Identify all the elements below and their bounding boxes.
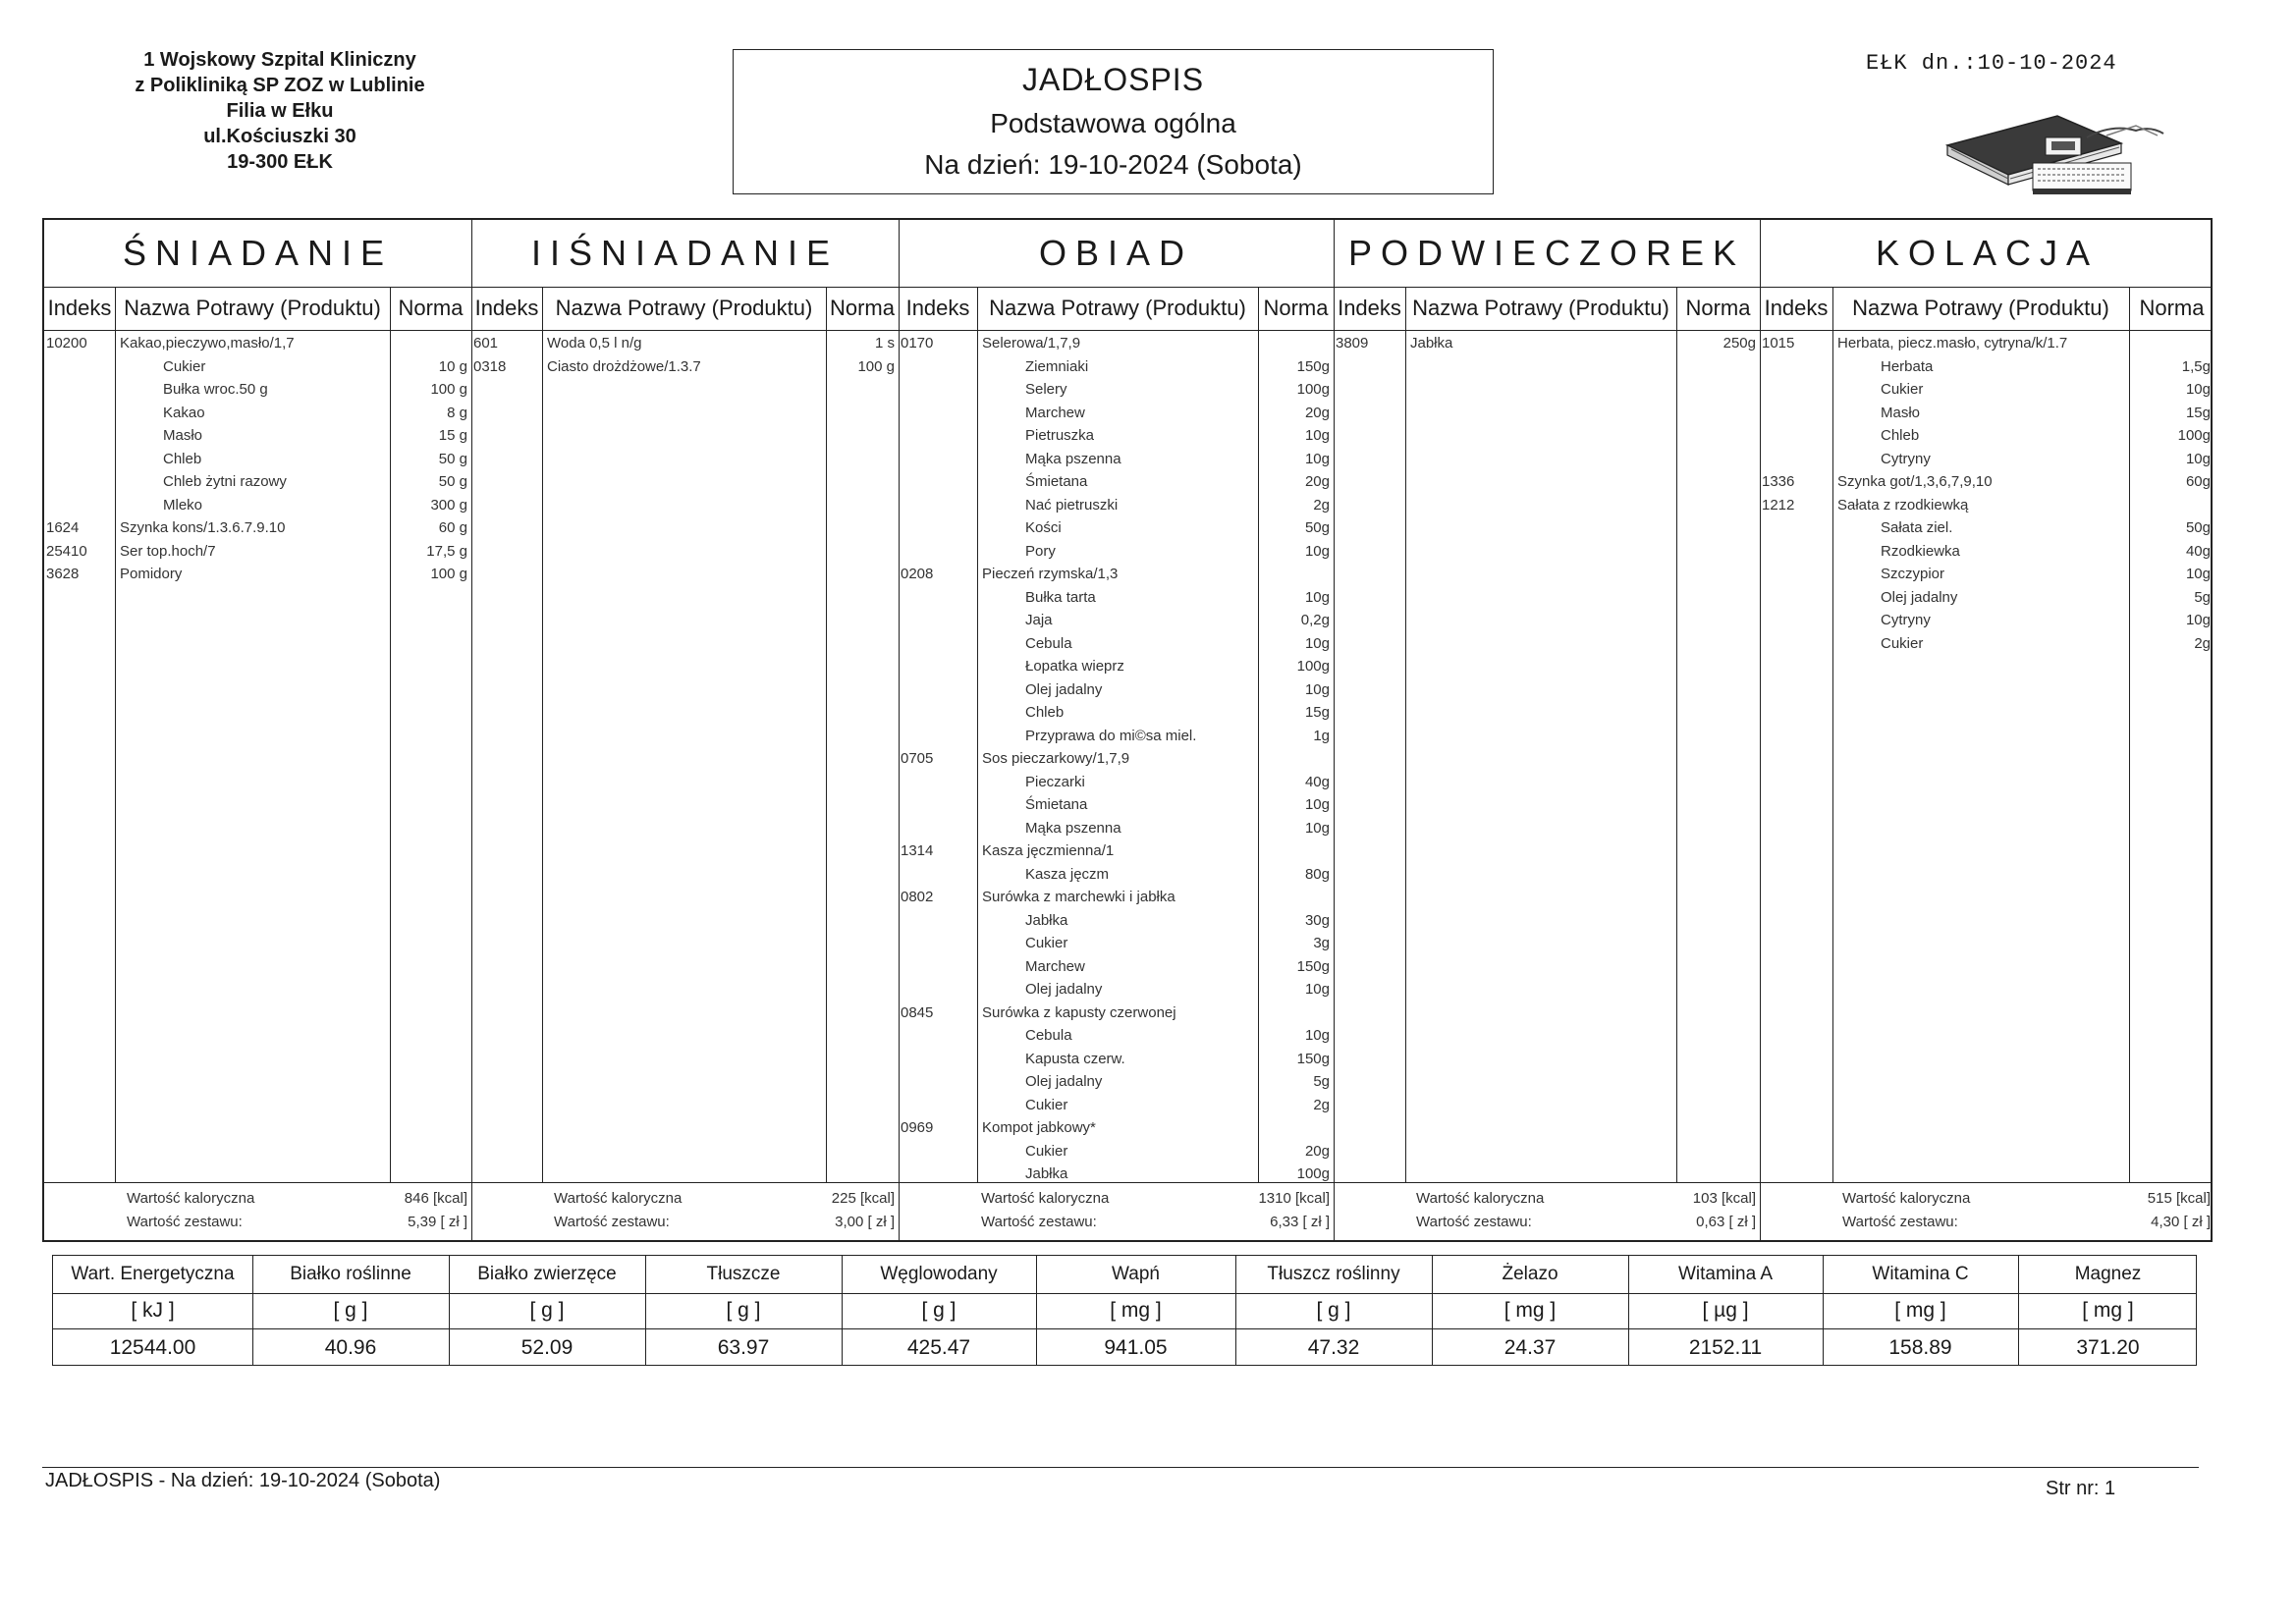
title-box xyxy=(733,49,1494,194)
table-row xyxy=(44,494,471,517)
row-norm: 10g xyxy=(2185,612,2211,628)
row-name: Nać pietruszki xyxy=(1025,496,1119,514)
row-name: Cebula xyxy=(1025,1027,1072,1044)
column-header-norm: Norma xyxy=(829,296,895,320)
summary-value-price: 5,39 [ zł ] xyxy=(408,1214,467,1230)
row-name: Cukier xyxy=(163,357,206,375)
row-name: Herbata xyxy=(1881,357,1934,375)
column-header-norm: Norma xyxy=(1263,296,1329,320)
row-name: Jabłka xyxy=(1025,1165,1068,1182)
table-row xyxy=(44,424,471,448)
table-row xyxy=(1760,378,2214,402)
row-norm: 100g xyxy=(1296,381,1330,398)
row-norm: 100g xyxy=(2177,427,2211,444)
row-norm: 100 g xyxy=(857,357,895,375)
table-row xyxy=(899,1163,1334,1186)
page-number: Str nr: 1 xyxy=(2046,1478,2116,1499)
meal-title: PODWIECZOREK xyxy=(1347,233,1745,273)
column-header-index: Indeks xyxy=(47,296,112,320)
row-name: Cebula xyxy=(1025,634,1072,652)
nutrient-value: 425.47 xyxy=(906,1336,971,1359)
row-norm: 20g xyxy=(1304,404,1330,421)
row-name: Chleb xyxy=(1881,427,1920,444)
summary-label-price: Wartość zestawu: xyxy=(981,1214,1097,1230)
table-row xyxy=(471,332,899,355)
row-name: Jabłka xyxy=(1025,911,1068,929)
row-name: Masło xyxy=(163,427,203,444)
row-norm: 17,5 g xyxy=(426,542,467,560)
row-name: Szynka kons/1.3.6.7.9.10 xyxy=(120,519,286,536)
table-row xyxy=(899,955,1334,979)
row-norm: 50g xyxy=(2185,519,2211,536)
row-name: Kakao,pieczywo,masło/1,7 xyxy=(120,335,295,352)
column-header-name: Nazwa Potrawy (Produktu) xyxy=(555,296,813,320)
row-norm: 5g xyxy=(1313,1073,1330,1090)
row-name: Szczypior xyxy=(1881,566,1945,582)
nutrient-label: Żelazo xyxy=(1502,1264,1558,1284)
meal-title: ŚNIADANIE xyxy=(122,233,394,273)
row-norm: 10g xyxy=(1304,796,1330,813)
nutrient-value: 40.96 xyxy=(324,1336,377,1359)
hospital-line: 1 Wojskowy Szpital Kliniczny xyxy=(143,49,416,71)
nutrient-label: Wart. Energetyczna xyxy=(71,1264,235,1284)
document-title: JADŁOSPIS xyxy=(1021,62,1205,97)
nutrient-unit: [ g ] xyxy=(921,1299,957,1322)
summary-value-price: 6,33 [ zł ] xyxy=(1270,1214,1330,1230)
row-name: Kasza jęczmienna/1 xyxy=(982,842,1115,859)
table-row xyxy=(1760,332,2214,355)
table-row xyxy=(899,678,1334,702)
row-name: Jaja xyxy=(1025,612,1053,628)
row-norm: 15g xyxy=(1304,704,1330,721)
nutrient-value: 63.97 xyxy=(717,1336,770,1359)
row-name: Chleb xyxy=(163,450,202,467)
row-name: Kompot jabkowy* xyxy=(982,1119,1096,1136)
diet-name: Podstawowa ogólna xyxy=(990,108,1236,138)
summary-value-kcal: 103 [kcal] xyxy=(1692,1190,1756,1207)
nutrient-value: 941.05 xyxy=(1104,1336,1168,1359)
nutrient-label: Magnez xyxy=(2074,1264,2142,1284)
row-name: Chleb żytni razowy xyxy=(163,473,287,490)
row-norm: 100 g xyxy=(430,381,467,398)
nutrient-label: Tłuszcze xyxy=(706,1264,781,1284)
nutrient-value: 158.89 xyxy=(1888,1336,1952,1359)
row-norm: 10g xyxy=(1304,981,1330,998)
row-name: Cukier xyxy=(1025,935,1068,951)
menu-date: Na dzień: 19-10-2024 (Sobota) xyxy=(924,149,1302,180)
nutrient-value: 52.09 xyxy=(520,1336,574,1359)
column-header-name: Nazwa Potrawy (Produktu) xyxy=(1412,296,1669,320)
row-norm: 1 s xyxy=(874,335,895,352)
table-row xyxy=(899,978,1334,1001)
table-row xyxy=(899,771,1334,794)
row-name: Mleko xyxy=(163,496,203,514)
row-norm: 250g xyxy=(1722,335,1756,352)
nutrition-table xyxy=(52,1255,2197,1366)
table-row xyxy=(899,424,1334,448)
table-row xyxy=(1760,494,2214,517)
row-name: Olej jadalny xyxy=(1025,981,1103,998)
summary-value-price: 3,00 [ zł ] xyxy=(835,1214,895,1230)
table-row xyxy=(1760,540,2214,564)
row-norm: 40g xyxy=(2185,542,2211,560)
hospital-address xyxy=(88,47,471,175)
meal-title: KOLACJA xyxy=(1875,233,2100,273)
column-header-norm: Norma xyxy=(2139,296,2205,320)
row-name: Kakao xyxy=(163,404,205,421)
footer-title: JADŁOSPIS - Na dzień: 19-10-2024 (Sobota) xyxy=(45,1470,441,1491)
row-name: Cukier xyxy=(1025,1096,1068,1113)
column-header-name: Nazwa Potrawy (Produktu) xyxy=(989,296,1246,320)
row-name: Chleb xyxy=(1025,704,1065,721)
row-name: Pieczarki xyxy=(1025,773,1085,790)
summary-value-kcal: 225 [kcal] xyxy=(831,1190,895,1207)
row-name: Surówka z kapusty czerwonej xyxy=(982,1003,1176,1021)
table-row xyxy=(899,332,1334,355)
row-norm: 80g xyxy=(1304,865,1330,883)
meal-title: IIŚNIADANIE xyxy=(530,233,840,273)
row-name: Pieczeń rzymska/1,3 xyxy=(982,566,1119,582)
table-row xyxy=(1760,632,2214,656)
meal-title: OBIAD xyxy=(1038,233,1194,273)
nutrient-value: 47.32 xyxy=(1307,1336,1360,1359)
nutrient-unit: [ mg ] xyxy=(2082,1299,2134,1322)
issue-date: EŁK dn.:10-10-2024 xyxy=(1866,51,2117,76)
column-header-norm: Norma xyxy=(398,296,464,320)
row-index: 601 xyxy=(473,335,499,352)
row-name: Olej jadalny xyxy=(1881,588,1958,606)
row-norm: 0,2g xyxy=(1300,612,1330,628)
nutrient-unit: [ g ] xyxy=(1316,1299,1351,1322)
row-name: Olej jadalny xyxy=(1025,680,1103,698)
row-norm: 15g xyxy=(2185,404,2211,421)
summary-label-price: Wartość zestawu: xyxy=(127,1214,243,1230)
table-row xyxy=(899,494,1334,517)
row-norm: 30g xyxy=(1304,911,1330,929)
row-norm: 2g xyxy=(2194,634,2211,652)
table-row xyxy=(44,332,471,355)
row-index: 0208 xyxy=(901,566,934,582)
row-norm: 10 g xyxy=(438,357,467,375)
column-header-index: Indeks xyxy=(474,296,539,320)
table-row xyxy=(899,402,1334,425)
hospital-line: z Polikliniką SP ZOZ w Lublinie xyxy=(135,75,425,96)
menu-grid xyxy=(42,218,2213,1242)
nutrient-label: Białko zwierzęce xyxy=(477,1264,617,1284)
table-row xyxy=(44,470,471,494)
table-row xyxy=(1760,563,2214,586)
row-name: Pory xyxy=(1025,542,1056,560)
summary-label-price: Wartość zestawu: xyxy=(1416,1214,1532,1230)
table-row xyxy=(1760,516,2214,540)
row-name: Cytryny xyxy=(1881,612,1931,628)
nutrient-label: Białko roślinne xyxy=(290,1264,411,1284)
nutrient-unit: [ mg ] xyxy=(1110,1299,1162,1322)
row-name: Szynka got/1,3,6,7,9,10 xyxy=(1837,473,1993,490)
nutrient-unit: [ µg ] xyxy=(1702,1299,1749,1322)
row-name: Selery xyxy=(1025,381,1067,398)
table-row xyxy=(1760,470,2214,494)
row-norm: 3g xyxy=(1313,935,1330,951)
table-row xyxy=(899,747,1334,771)
nutrient-value: 24.37 xyxy=(1503,1336,1557,1359)
column-header-index: Indeks xyxy=(1764,296,1829,320)
table-row xyxy=(899,817,1334,840)
row-name: Cukier xyxy=(1881,381,1924,398)
table-row xyxy=(44,355,471,379)
summary-value-kcal: 515 [kcal] xyxy=(2147,1190,2211,1207)
row-norm: 10g xyxy=(1304,450,1330,467)
row-norm: 10g xyxy=(1304,634,1330,652)
row-norm: 10g xyxy=(2185,381,2211,398)
nutrient-unit: [ g ] xyxy=(333,1299,368,1322)
table-row xyxy=(899,1140,1334,1163)
summary-label-kcal: Wartość kaloryczna xyxy=(1416,1190,1545,1207)
row-norm: 15 g xyxy=(438,427,467,444)
row-name: Mąka pszenna xyxy=(1025,819,1121,837)
row-name: Marchew xyxy=(1025,957,1085,975)
row-name: Bułka tarta xyxy=(1025,588,1096,606)
row-norm: 10g xyxy=(1304,819,1330,837)
table-row xyxy=(44,378,471,402)
row-name: Ziemniaki xyxy=(1025,357,1089,375)
row-index: 1336 xyxy=(1762,473,1795,490)
row-norm: 100g xyxy=(1296,1165,1330,1182)
book-and-cash-register-icon xyxy=(1940,106,2175,196)
row-norm: 10g xyxy=(1304,680,1330,698)
nutrient-value: 371.20 xyxy=(2076,1336,2140,1359)
nutrient-label: Tłuszcz roślinny xyxy=(1267,1264,1400,1284)
nutrient-unit: [ g ] xyxy=(726,1299,761,1322)
column-header-norm: Norma xyxy=(1685,296,1751,320)
row-norm: 50g xyxy=(1304,519,1330,536)
nutrient-unit: [ mg ] xyxy=(1894,1299,1946,1322)
table-row xyxy=(899,563,1334,586)
summary-value-kcal: 1310 [kcal] xyxy=(1258,1190,1330,1207)
summary-label-kcal: Wartość kaloryczna xyxy=(127,1190,255,1207)
row-norm: 10g xyxy=(2185,566,2211,582)
table-row xyxy=(899,1116,1334,1140)
row-norm: 150g xyxy=(1296,957,1330,975)
table-row xyxy=(44,516,471,540)
row-index: 1212 xyxy=(1762,496,1795,514)
row-norm: 60g xyxy=(2185,473,2211,490)
nutrient-label: Witamina C xyxy=(1872,1264,1969,1284)
row-norm: 50 g xyxy=(438,450,467,467)
column-rule xyxy=(826,287,827,1182)
nutrient-unit: [ kJ ] xyxy=(131,1299,175,1322)
row-name: Kości xyxy=(1025,519,1062,536)
hospital-line: 19-300 EŁK xyxy=(227,151,333,173)
row-index: 1624 xyxy=(46,519,80,536)
summary-value-price: 0,63 [ zł ] xyxy=(1696,1214,1756,1230)
row-name: Sałata ziel. xyxy=(1881,519,1953,536)
table-row xyxy=(899,655,1334,678)
row-name: Sałata z rzodkiewką xyxy=(1837,496,1969,514)
table-row xyxy=(899,586,1334,610)
table-row xyxy=(899,609,1334,632)
table-row xyxy=(899,1070,1334,1094)
row-name: Kapusta czerw. xyxy=(1025,1050,1125,1067)
row-name: Selerowa/1,7,9 xyxy=(982,335,1081,352)
column-header-index: Indeks xyxy=(1338,296,1401,320)
row-name: Śmietana xyxy=(1025,796,1088,813)
row-name: Cukier xyxy=(1881,634,1924,652)
table-row xyxy=(1760,448,2214,471)
row-name: Olej jadalny xyxy=(1025,1073,1103,1090)
row-norm: 300 g xyxy=(430,496,467,514)
row-norm: 10g xyxy=(1304,588,1330,606)
table-row xyxy=(899,355,1334,379)
nutrient-label: Wapń xyxy=(1112,1264,1160,1284)
row-norm: 20g xyxy=(1304,473,1330,490)
row-name: Ciasto drożdżowe/1.3.7 xyxy=(547,357,701,375)
table-row xyxy=(44,563,471,586)
row-norm: 2g xyxy=(1313,496,1330,514)
row-norm: 150g xyxy=(1296,1050,1330,1067)
table-row xyxy=(44,448,471,471)
table-row xyxy=(1760,424,2214,448)
row-norm: 150g xyxy=(1296,357,1330,375)
row-norm: 5g xyxy=(2194,588,2211,606)
row-name: Pomidory xyxy=(120,566,183,582)
row-name: Śmietana xyxy=(1025,473,1088,490)
table-row xyxy=(899,516,1334,540)
row-name: Cytryny xyxy=(1881,450,1931,467)
column-header-name: Nazwa Potrawy (Produktu) xyxy=(124,296,381,320)
row-name: Bułka wroc.50 g xyxy=(163,381,268,398)
row-index: 1015 xyxy=(1762,335,1795,352)
row-name: Jabłka xyxy=(1410,335,1453,352)
table-row xyxy=(899,886,1334,909)
table-row xyxy=(1334,332,1760,355)
column-rule xyxy=(542,287,543,1182)
summary-label-kcal: Wartość kaloryczna xyxy=(554,1190,683,1207)
row-index: 0170 xyxy=(901,335,934,352)
row-index: 25410 xyxy=(46,542,87,560)
row-norm: 20g xyxy=(1304,1142,1330,1160)
row-norm: 100g xyxy=(1296,658,1330,675)
row-name: Sos pieczarkowy/1,7,9 xyxy=(982,750,1130,767)
summary-value-price: 4,30 [ zł ] xyxy=(2151,1214,2211,1230)
row-name: Kasza jęczm xyxy=(1025,865,1110,883)
table-row xyxy=(899,839,1334,863)
table-row xyxy=(899,540,1334,564)
table-row xyxy=(899,909,1334,933)
nutrient-unit: [ g ] xyxy=(529,1299,565,1322)
row-index: 0802 xyxy=(901,889,934,905)
table-row xyxy=(1760,609,2214,632)
table-row xyxy=(44,402,471,425)
table-row xyxy=(471,355,899,379)
column-rule xyxy=(1405,287,1406,1182)
table-row xyxy=(899,448,1334,471)
row-name: Ser top.hoch/7 xyxy=(120,542,216,560)
row-norm: 50 g xyxy=(438,473,467,490)
footer-divider xyxy=(42,1467,2199,1468)
row-name: Marchew xyxy=(1025,404,1085,421)
row-name: Pietruszka xyxy=(1025,427,1095,444)
row-norm: 100 g xyxy=(430,566,467,582)
row-norm: 10g xyxy=(1304,1027,1330,1044)
summary-label-price: Wartość zestawu: xyxy=(554,1214,670,1230)
row-norm: 1g xyxy=(1313,727,1330,744)
table-row xyxy=(1760,402,2214,425)
row-norm: 10g xyxy=(1304,427,1330,444)
row-name: Surówka z marchewki i jabłka xyxy=(982,889,1175,905)
row-norm: 8 g xyxy=(447,404,467,421)
grid-rule xyxy=(44,330,2211,331)
row-name: Przyprawa do mi©sa miel. xyxy=(1025,727,1197,744)
row-index: 3809 xyxy=(1336,335,1369,352)
row-norm: 60 g xyxy=(438,519,467,536)
nutrient-label: Witamina A xyxy=(1677,1264,1774,1284)
row-index: 0705 xyxy=(901,750,934,767)
table-row xyxy=(899,470,1334,494)
column-header-name: Nazwa Potrawy (Produktu) xyxy=(1852,296,2109,320)
table-row xyxy=(899,1024,1334,1048)
table-row xyxy=(899,632,1334,656)
row-name: Mąka pszenna xyxy=(1025,450,1121,467)
table-row xyxy=(899,1001,1334,1025)
table-row xyxy=(899,932,1334,955)
table-row xyxy=(899,1048,1334,1071)
table-row xyxy=(899,378,1334,402)
row-name: Masło xyxy=(1881,404,1921,421)
summary-label-price: Wartość zestawu: xyxy=(1842,1214,1958,1230)
table-row xyxy=(1760,586,2214,610)
summary-value-kcal: 846 [kcal] xyxy=(404,1190,467,1207)
row-norm: 40g xyxy=(1304,773,1330,790)
nutrient-value: 12544.00 xyxy=(109,1336,196,1359)
row-index: 10200 xyxy=(46,335,87,352)
row-norm: 1,5g xyxy=(2181,357,2211,375)
column-rule xyxy=(1676,287,1677,1182)
hospital-line: ul.Kościuszki 30 xyxy=(203,126,356,147)
table-row xyxy=(899,1094,1334,1117)
row-index: 0845 xyxy=(901,1003,934,1021)
table-row xyxy=(899,701,1334,725)
row-name: Cukier xyxy=(1025,1142,1068,1160)
table-row xyxy=(899,725,1334,748)
row-norm: 2g xyxy=(1313,1096,1330,1113)
column-header-index: Indeks xyxy=(905,296,970,320)
hospital-line: Filia w Ełku xyxy=(226,100,334,122)
row-norm: 10g xyxy=(1304,542,1330,560)
row-index: 0969 xyxy=(901,1119,934,1136)
nutrient-label: Węglowodany xyxy=(880,1264,998,1284)
summary-label-kcal: Wartość kaloryczna xyxy=(981,1190,1110,1207)
table-row xyxy=(899,793,1334,817)
summary-label-kcal: Wartość kaloryczna xyxy=(1842,1190,1971,1207)
nutrient-unit: [ mg ] xyxy=(1503,1299,1557,1322)
row-norm: 10g xyxy=(2185,450,2211,467)
nutrient-value: 2152.11 xyxy=(1688,1336,1763,1359)
row-index: 1314 xyxy=(901,842,934,859)
row-index: 3628 xyxy=(46,566,80,582)
row-name: Łopatka wieprz xyxy=(1025,658,1124,675)
row-name: Herbata, piecz.masło, cytryna/k/1.7 xyxy=(1837,335,2068,352)
table-row xyxy=(1760,355,2214,379)
row-name: Rzodkiewka xyxy=(1881,542,1960,560)
row-name: Woda 0,5 l n/g xyxy=(547,335,642,352)
table-row xyxy=(899,863,1334,887)
row-index: 0318 xyxy=(473,357,507,375)
meal-separator xyxy=(1334,220,1335,1240)
table-row xyxy=(44,540,471,564)
